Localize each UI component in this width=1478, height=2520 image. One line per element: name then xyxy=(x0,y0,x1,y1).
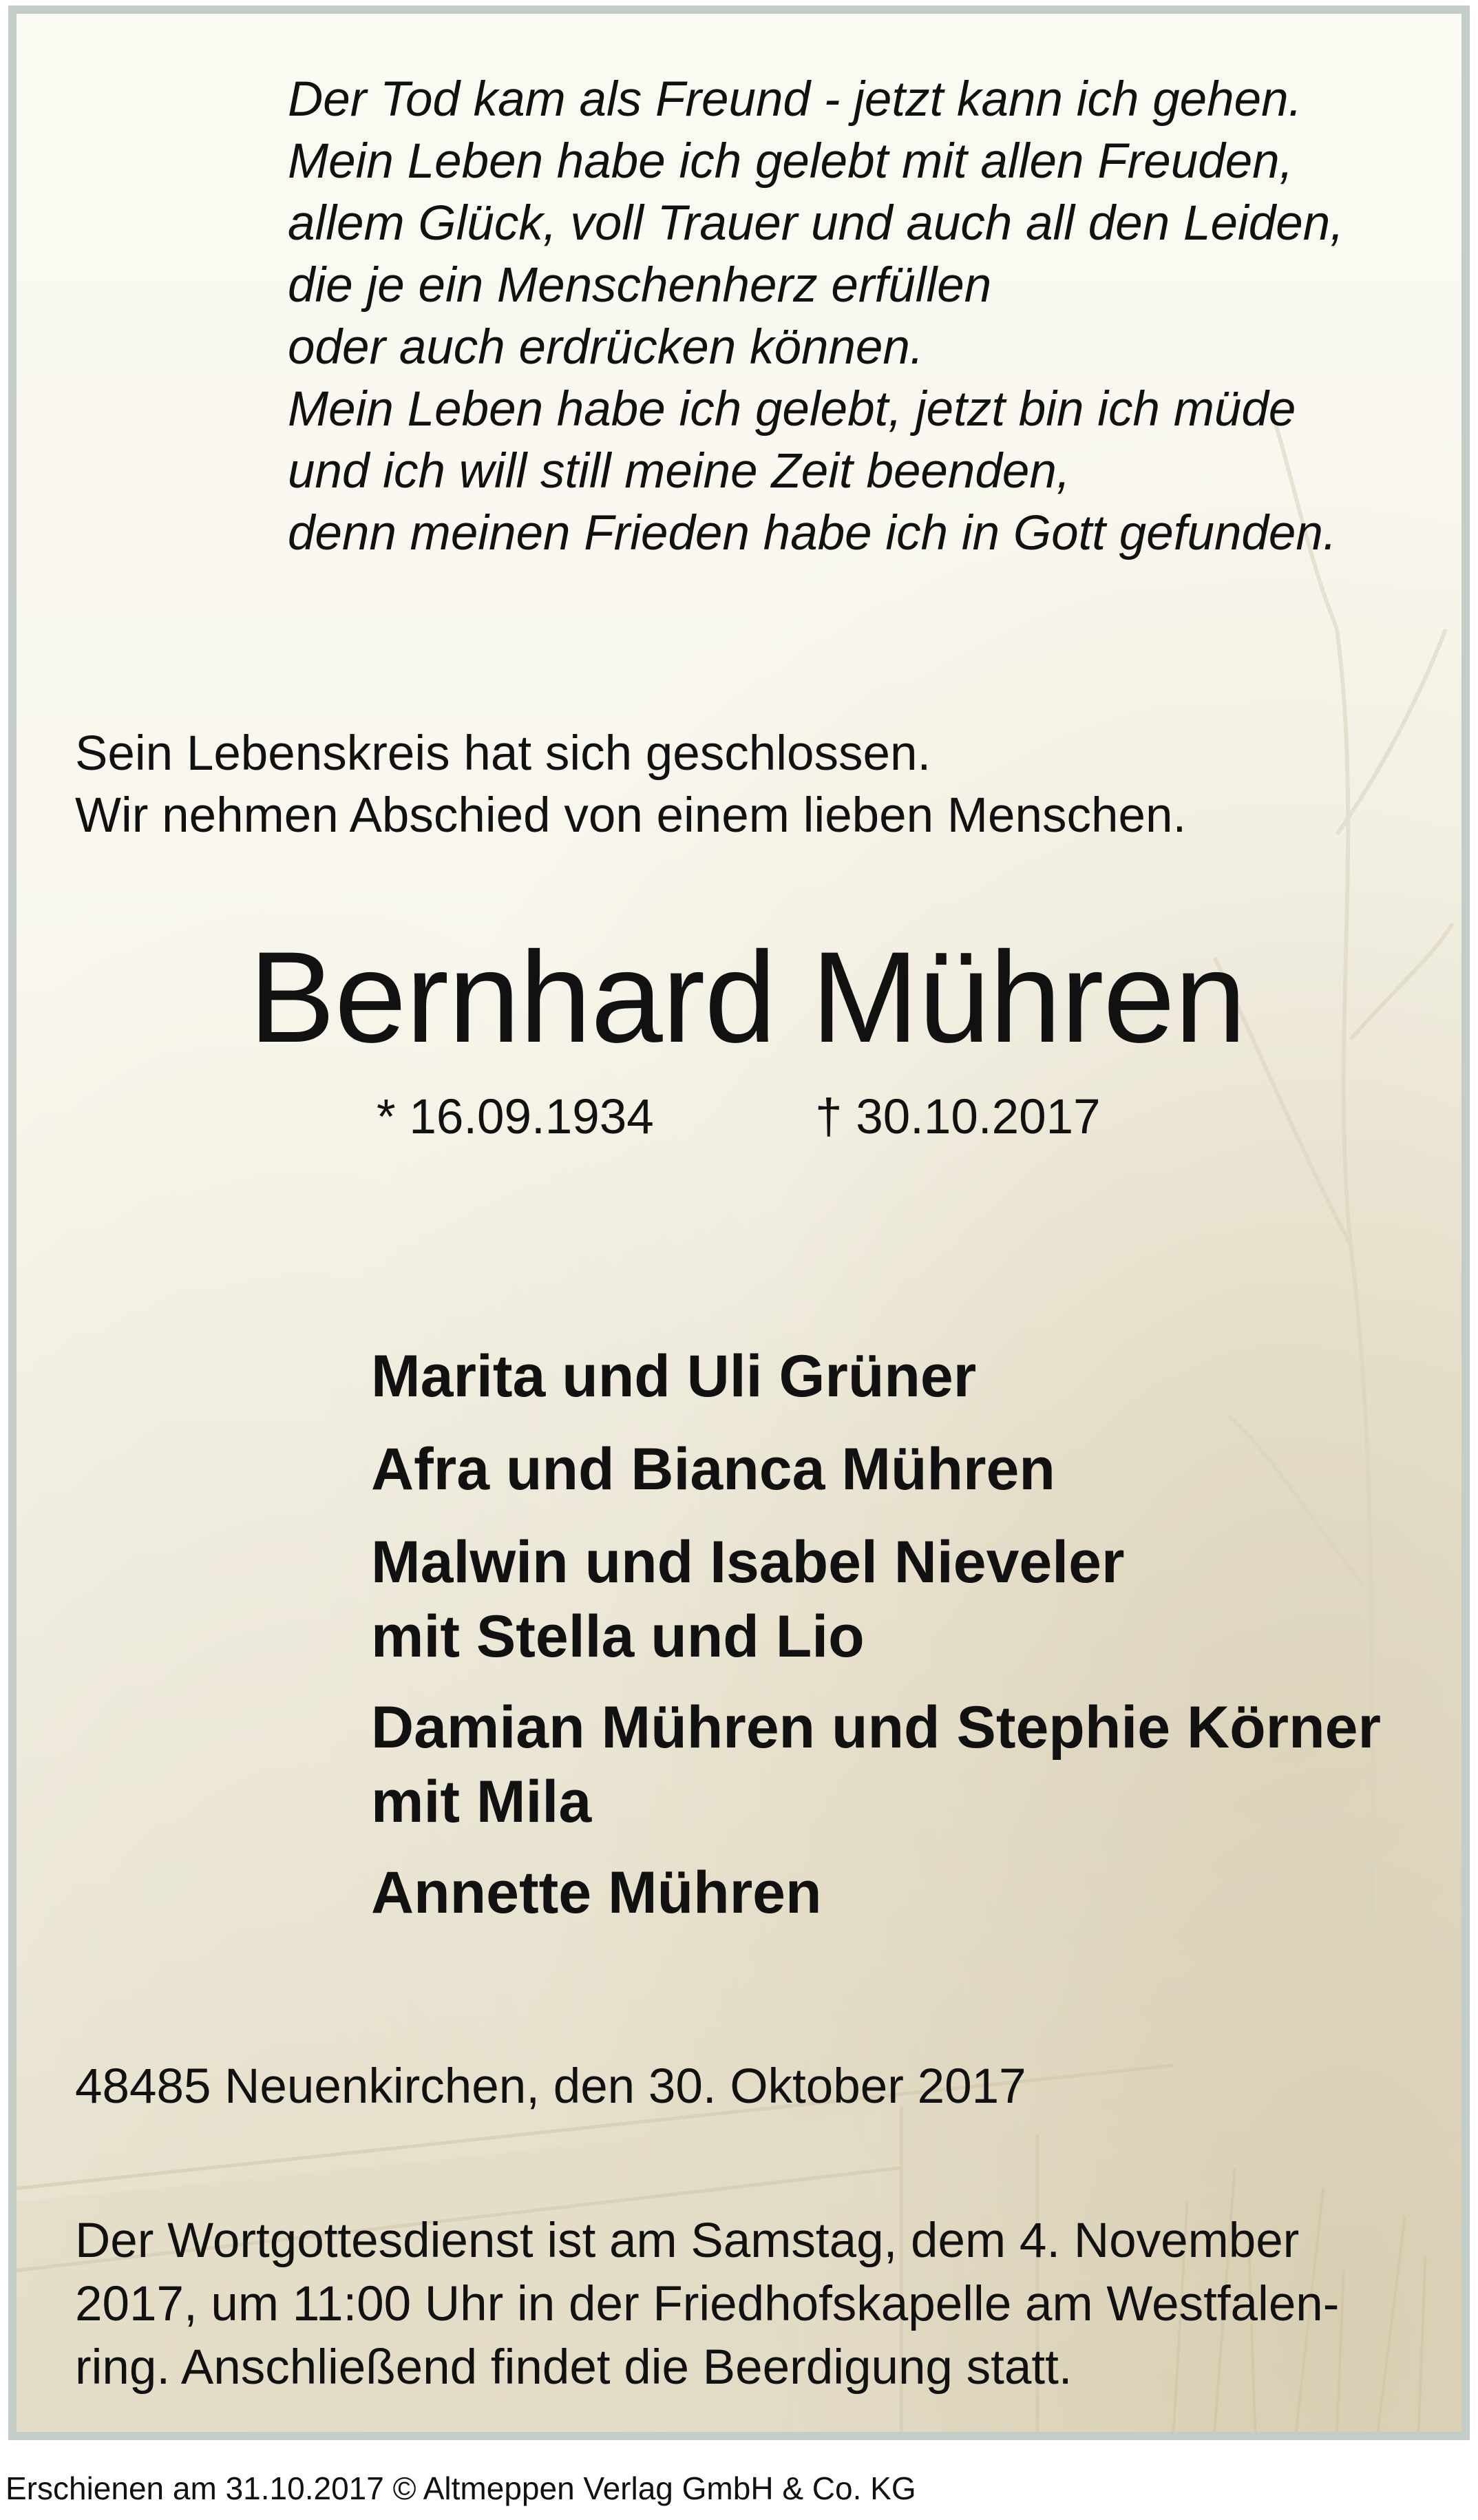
mourner-entry: Damian Mühren und Stephie Körner mit Mila xyxy=(371,1694,1381,1835)
death-date: † 30.10.2017 xyxy=(815,1090,1101,1144)
service-line: Der Wortgottesdienst ist am Samstag, dem 4. November xyxy=(75,2214,1300,2268)
poem-line: denn meinen Frieden habe ich in Gott gefunden. xyxy=(288,506,1337,560)
birth-date: * 16.09.1934 xyxy=(377,1090,654,1144)
poem xyxy=(288,69,1344,565)
poem-line: Mein Leben habe ich gelebt mit allen Freuden, xyxy=(288,134,1294,189)
intro-line: Wir nehmen Abschied von einem lieben Menschen. xyxy=(75,788,1187,843)
intro-text xyxy=(75,723,1186,847)
mourner-entry: Malwin und Isabel Nieveler mit Stella und Lio xyxy=(371,1529,1125,1670)
place-and-date: 48485 Neuenkirchen, den 30. Oktober 2017 xyxy=(75,2059,1026,2114)
mourner-entry: Afra und Bianca Mühren xyxy=(371,1436,1055,1502)
poem-line: Mein Leben habe ich gelebt, jetzt bin ich müde xyxy=(288,382,1296,437)
death-notice xyxy=(8,6,1470,2440)
service-line: 2017, um 11:00 Uhr in der Friedhofskapelle am Westfalen- xyxy=(75,2277,1340,2331)
service-info xyxy=(75,2209,1339,2400)
publication-footer: Erschienen am 31.10.2017 © Altmeppen Verlag GmbH & Co. KG xyxy=(6,2470,916,2506)
service-line: ring. Anschließend findet die Beerdigung statt. xyxy=(75,2340,1073,2395)
mourner-entry: Marita und Uli Grüner xyxy=(371,1343,977,1409)
poem-line: und ich will still meine Zeit beenden, xyxy=(288,444,1070,498)
poem-line: Der Tod kam als Freund - jetzt kann ich gehen. xyxy=(288,72,1302,127)
mourner-entry: Annette Mühren xyxy=(371,1860,822,1926)
deceased-name: Bernhard Mühren xyxy=(249,925,1246,1069)
poem-line: allem Glück, voll Trauer und auch all den Leiden, xyxy=(288,196,1344,251)
intro-line: Sein Lebenskreis hat sich geschlossen. xyxy=(75,726,931,781)
poem-line: die je ein Menschenherz erfüllen xyxy=(288,258,992,313)
poem-line: oder auch erdrücken können. xyxy=(288,320,924,375)
